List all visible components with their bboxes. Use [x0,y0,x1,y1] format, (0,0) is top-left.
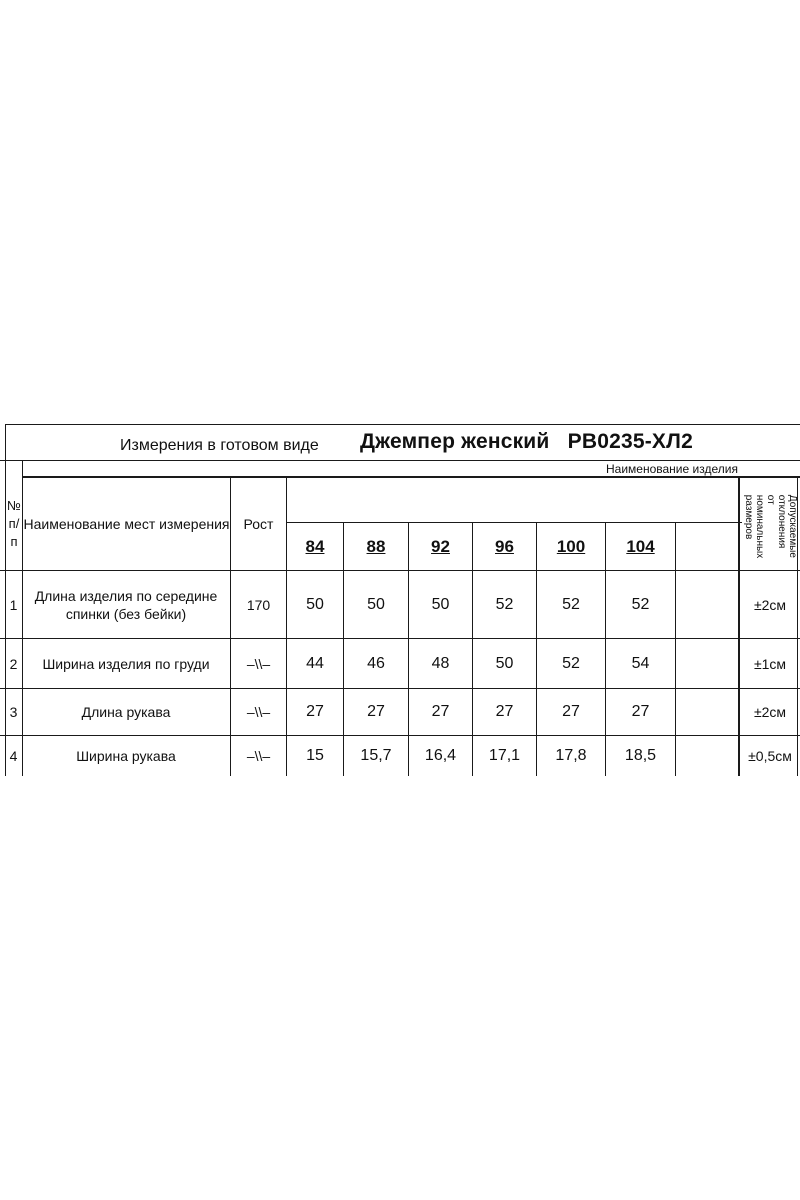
measurements-title: Измерения в готовом виде [120,437,319,454]
header-measurement: Наименование мест измерения [23,516,230,532]
row-1-value: 50 [367,595,385,613]
row-1-index: 1 [9,596,18,613]
row-1-name: Длина изделия по середине спинки (без бейки) [34,587,218,622]
row-3-value: 27 [306,703,324,720]
product-name-label: Наименование изделия [606,462,738,476]
size-96: 96 [495,536,514,556]
size-104: 104 [626,536,655,556]
product-title [360,430,693,454]
row-1-value: 50 [431,595,450,613]
row-3-value: 27 [562,703,580,720]
row-2-name: Ширина изделия по груди [42,655,210,672]
row-3-name: Длина рукава [81,704,171,720]
row-3-value: 27 [431,703,450,720]
row-1-value: 52 [495,595,514,613]
row-1-tolerance: ±2см [753,596,787,613]
row-2-tolerance: ±1см [753,655,787,672]
row-1-value: 52 [562,595,580,613]
row-3-value: 27 [495,703,514,720]
header-number: № п/ п [7,498,21,549]
row-4-name: Ширина рукава [76,748,176,764]
product-code: РВ0235-ХЛ2 [567,430,693,453]
row-2-value: 46 [367,654,385,672]
row-3-value: 27 [631,703,650,720]
row-4-value: 15,7 [360,747,392,764]
row-4-value: 17,1 [488,747,521,764]
row-4-tolerance: ±0,5см [748,748,792,764]
row-2-value: 52 [562,654,580,672]
header-height: Рост [243,516,274,532]
row-1-value: 52 [631,595,650,613]
row-4-value: 16,4 [424,747,457,764]
header-tolerance: Допускаемые отклонения от номинальных размеров [743,494,799,558]
row-4-value: 17,8 [555,747,587,764]
row-1-height: 170 [246,596,271,613]
row-3-tolerance: ±2см [753,704,787,720]
product-type: Джемпер женский [360,430,550,453]
row-2-value: 50 [495,654,514,672]
size-100: 100 [556,536,586,556]
row-2-value: 44 [306,654,324,672]
row-4-value: 18,5 [624,747,657,764]
row-1-value: 50 [306,595,324,613]
row-4-index: 4 [9,748,18,764]
row-2-height: –\\– [246,655,271,672]
row-3-value: 27 [367,703,385,720]
row-4-value: 15 [306,747,324,764]
size-84: 84 [305,536,325,556]
row-3-index: 3 [9,704,18,720]
row-2-value: 48 [431,654,450,672]
size-88: 88 [366,536,386,556]
row-2-index: 2 [9,655,18,672]
row-4-height: –\\– [246,748,271,764]
row-3-height: –\\– [246,704,271,720]
row-2-value: 54 [631,654,650,672]
size-92: 92 [431,536,450,556]
